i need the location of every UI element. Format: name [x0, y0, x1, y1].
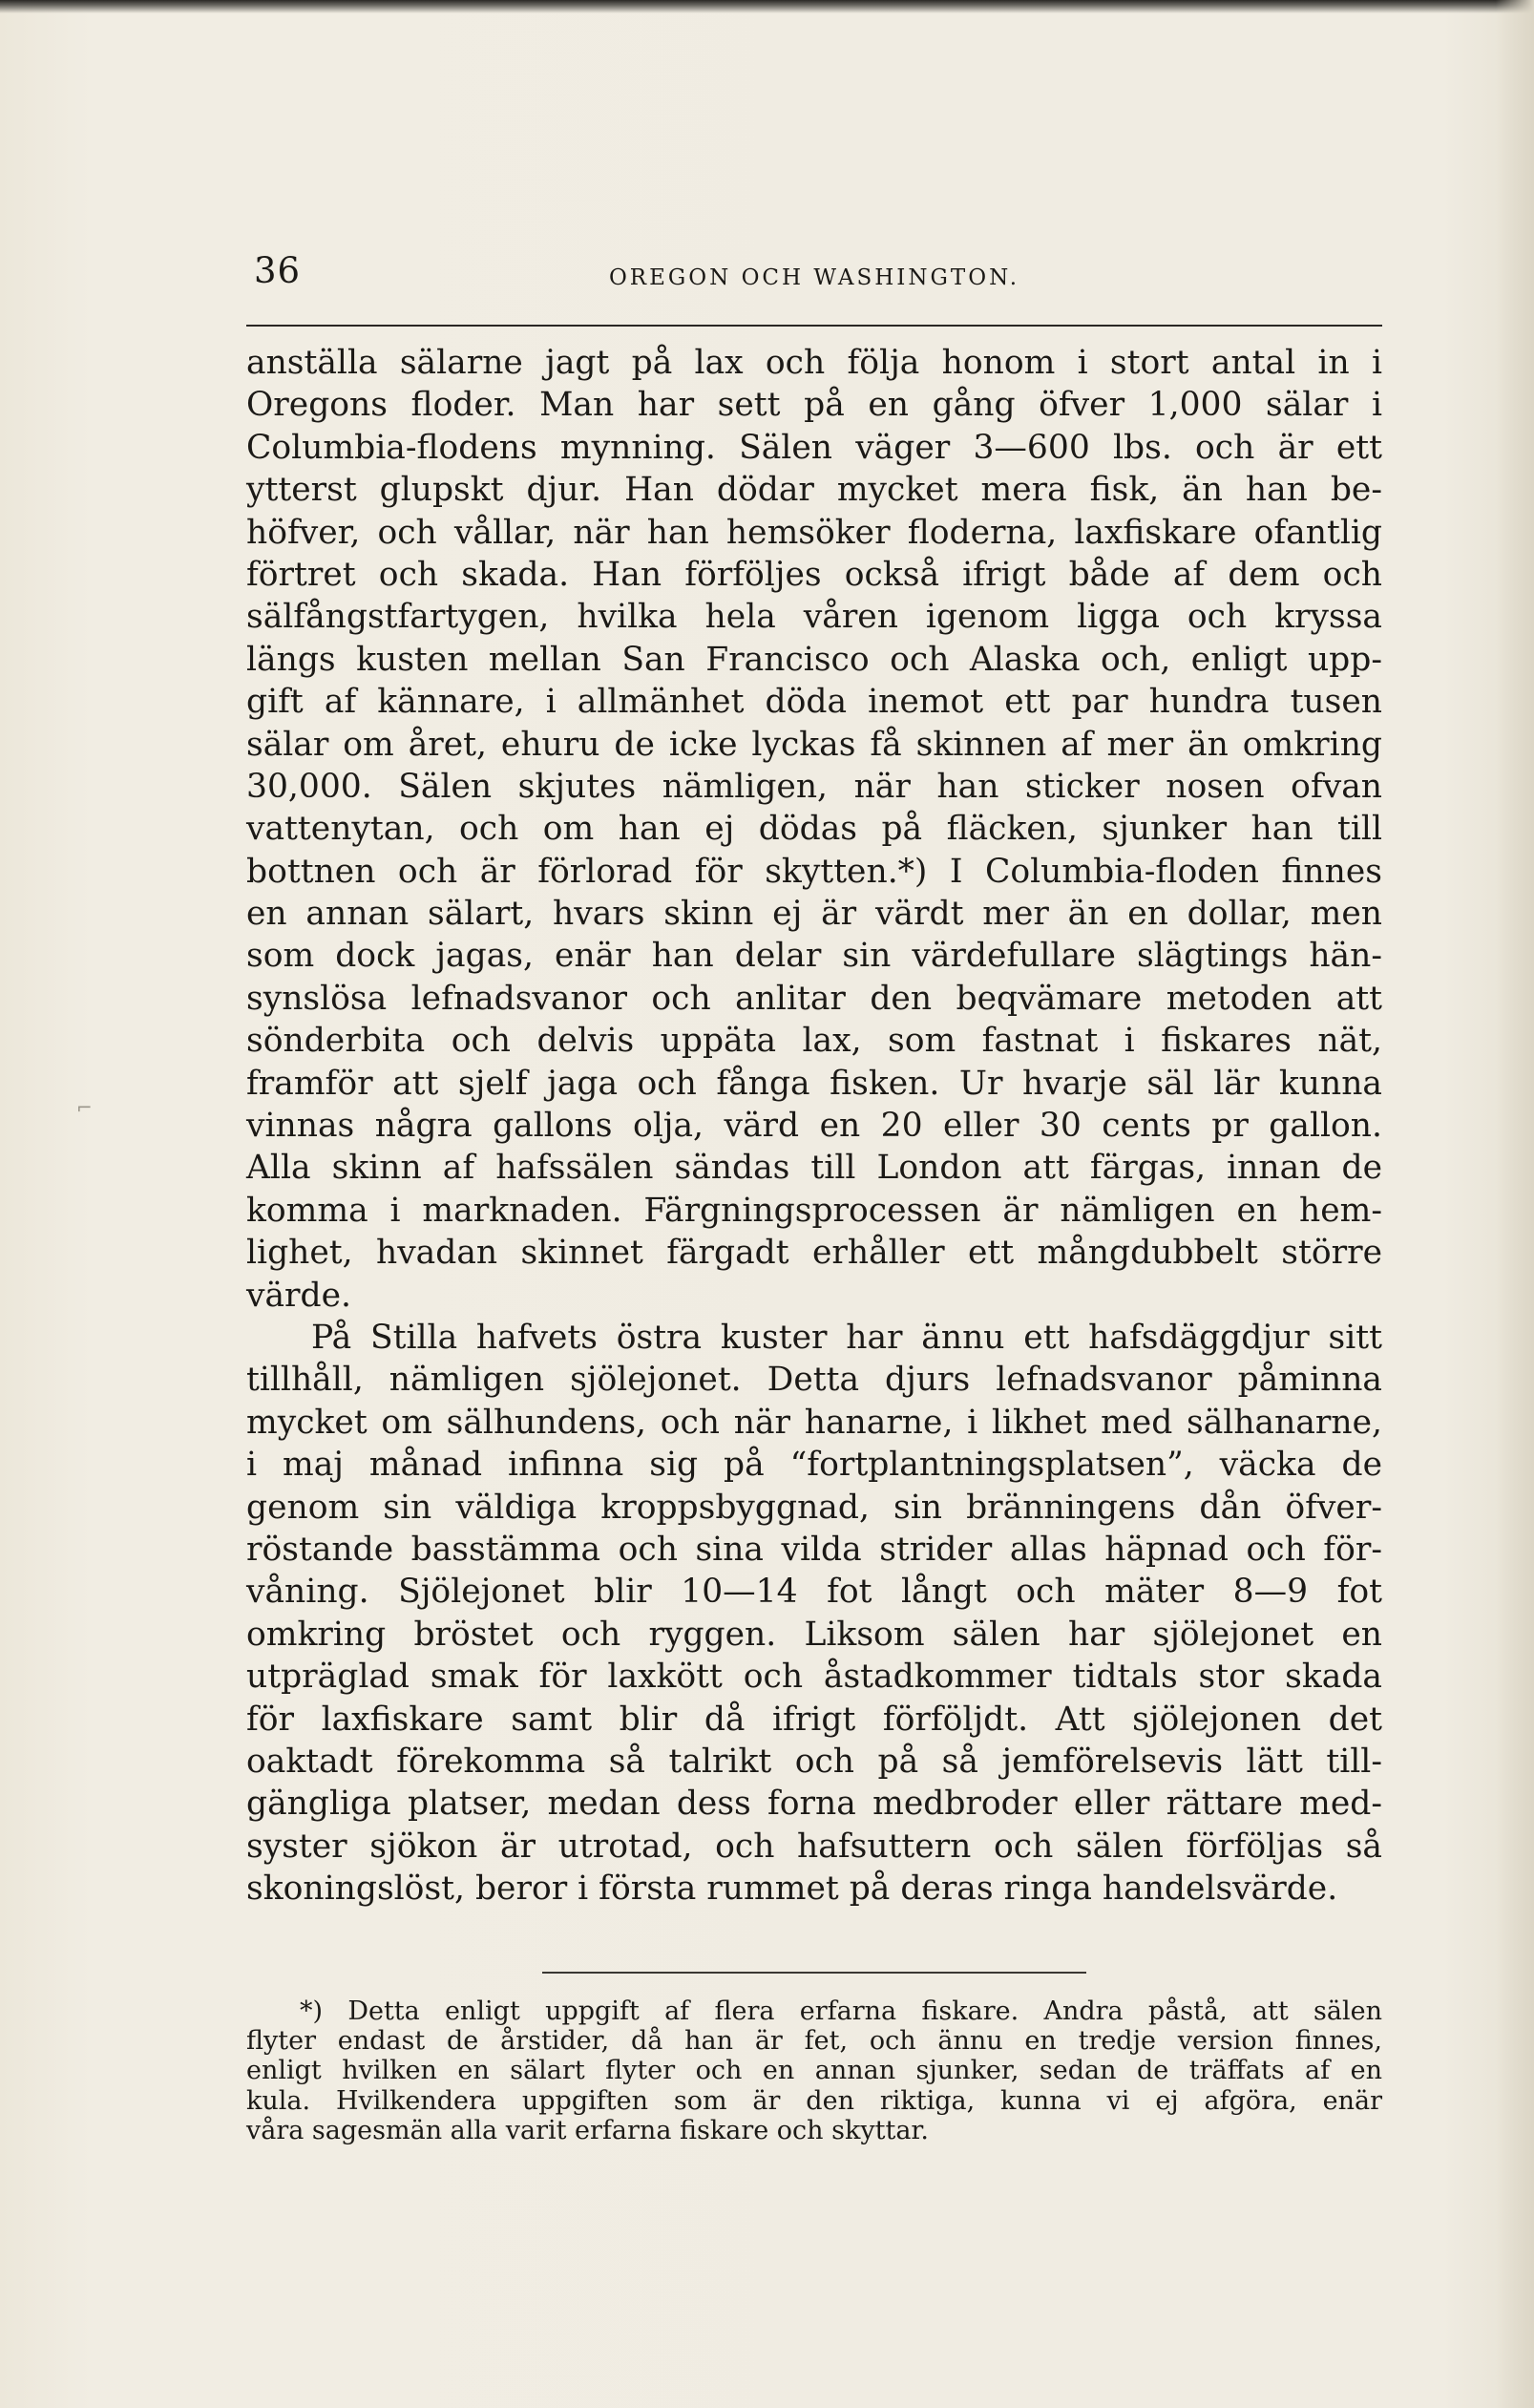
header-rule — [246, 325, 1382, 327]
body-line: Columbia-flodens mynning. Sälen väger 3—600 lbs. och är ett — [246, 428, 1382, 467]
footnote-line: kula. Hvilkendera uppgiften som är den riktiga, kunna vi ej afgöra, enär — [246, 2085, 1382, 2116]
footnote-line: flyter endast de årstider, då han är fet, och ännu en tredje version finnes, — [246, 2026, 1382, 2057]
scan-top-edge — [0, 0, 1534, 13]
margin-mark: ⌐ — [76, 1096, 93, 1119]
body-line: Alla skinn af hafssälen sändas till London att färgas, innan de — [246, 1149, 1382, 1188]
footnote-line: *) Detta enligt uppgift af flera erfarna fiskare. Andra påstå, att sälen — [300, 1996, 1382, 2026]
body-line: På Stilla hafvets östra kuster har ännu ett hafsdäggdjur sitt — [311, 1318, 1382, 1357]
body-line: värde. — [246, 1276, 352, 1315]
body-line: sälar om året, ehuru de icke lyckas få skinnen af mer än omkring — [246, 725, 1382, 764]
body-line: bottnen och är förlorad för skytten.*) I Columbia-floden finnes — [246, 852, 1382, 891]
body-line: ytterst glupskt djur. Han dödar mycket mera fisk, än han be- — [246, 471, 1382, 510]
body-line: i maj månad infinna sig på “fortplantningsplatsen”, väcka de — [246, 1446, 1382, 1485]
footnote-rule — [542, 1972, 1086, 1974]
footnote-line: våra sagesmän alla varit erfarna fiskare och skyttar. — [246, 2115, 929, 2145]
body-line: syster sjökon är utrotad, och hafsuttern och sälen förföljas så — [246, 1827, 1382, 1866]
footnote — [246, 1996, 1382, 2145]
body-line: komma i marknaden. Färgningsprocessen är nämligen en hem- — [246, 1191, 1382, 1230]
body-line: genom sin väldiga kroppsbyggnad, sin bränningens dån öfver- — [246, 1488, 1382, 1527]
scan-right-edge — [1496, 0, 1534, 2408]
body-line: vattenytan, och om han ej dödas på fläcken, sjunker han till — [246, 810, 1382, 849]
body-line: utpräglad smak för laxkött och åstadkommer tidtals stor skada — [246, 1658, 1382, 1697]
body-line: vinnas några gallons olja, värd en 20 eller 30 cents pr gallon. — [246, 1107, 1382, 1146]
body-line: mycket om sälhundens, och när hanarne, i likhet med sälhanarne, — [246, 1403, 1382, 1442]
body-line: en annan sälart, hvars skinn ej är värdt mer än en dollar, men — [246, 895, 1382, 934]
body-line: gängliga platser, medan dess forna medbroder eller rättare med- — [246, 1785, 1382, 1824]
body-line: anställa sälarne jagt på lax och följa honom i stort antal in i — [246, 344, 1382, 382]
running-head: OREGON OCH WASHINGTON. — [608, 265, 1020, 290]
body-line: framför att sjelf jaga och fånga fisken. Ur hvarje säl lär kunna — [246, 1064, 1382, 1103]
body-line: sönderbita och delvis uppäta lax, som fastnat i fiskares nät, — [246, 1022, 1382, 1061]
body-line: sälfångstfartygen, hvilka hela våren igenom ligga och kryssa — [246, 598, 1382, 637]
body-line: tillhåll, nämligen sjölejonet. Detta djurs lefnadsvanor påminna — [246, 1361, 1382, 1400]
body-line: lighet, hvadan skinnet färgadt erhåller ett mångdubbelt större — [246, 1234, 1382, 1273]
body-text — [246, 342, 1382, 1910]
body-line: 30,000. Sälen skjutes nämligen, när han sticker nosen ofvan — [246, 767, 1382, 806]
body-line: längs kusten mellan San Francisco och Alaska och, enligt upp- — [246, 640, 1382, 679]
body-line: höfver, och vållar, när han hemsöker floderna, laxfiskare ofantlig — [246, 513, 1382, 552]
body-line: gift af kännare, i allmänhet döda inemot ett par hundra tusen — [246, 683, 1382, 722]
body-line: våning. Sjölejonet blir 10—14 fot långt och mäter 8—9 fot — [246, 1573, 1382, 1612]
body-line: synslösa lefnadsvanor och anlitar den beqvämare metoden att — [246, 979, 1382, 1018]
footnote-line: enligt hvilken en sälart flyter och en annan sjunker, sedan de träffats af en — [246, 2056, 1382, 2086]
page-header — [246, 250, 1382, 300]
body-line: skoningslöst, beror i första rummet på deras ringa handelsvärde. — [246, 1869, 1338, 1909]
body-line: Oregons floder. Man har sett på en gång öfver 1,000 sälar i — [246, 386, 1382, 425]
body-line: för laxfiskare samt blir då ifrigt förföljdt. Att sjölejonen det — [246, 1700, 1382, 1739]
body-line: omkring bröstet och ryggen. Liksom sälen har sjölejonet en — [246, 1615, 1382, 1654]
body-line: förtret och skada. Han förföljes också ifrigt både af dem och — [246, 555, 1382, 594]
body-line: röstande basstämma och sina vilda strider allas häpnad och för- — [246, 1530, 1382, 1569]
body-line: oaktadt förekomma så talrikt och på så jemförelsevis lätt till- — [246, 1742, 1382, 1781]
page-number: 36 — [254, 250, 302, 291]
body-line: som dock jagas, enär han delar sin värdefullare slägtings hän- — [246, 937, 1382, 976]
